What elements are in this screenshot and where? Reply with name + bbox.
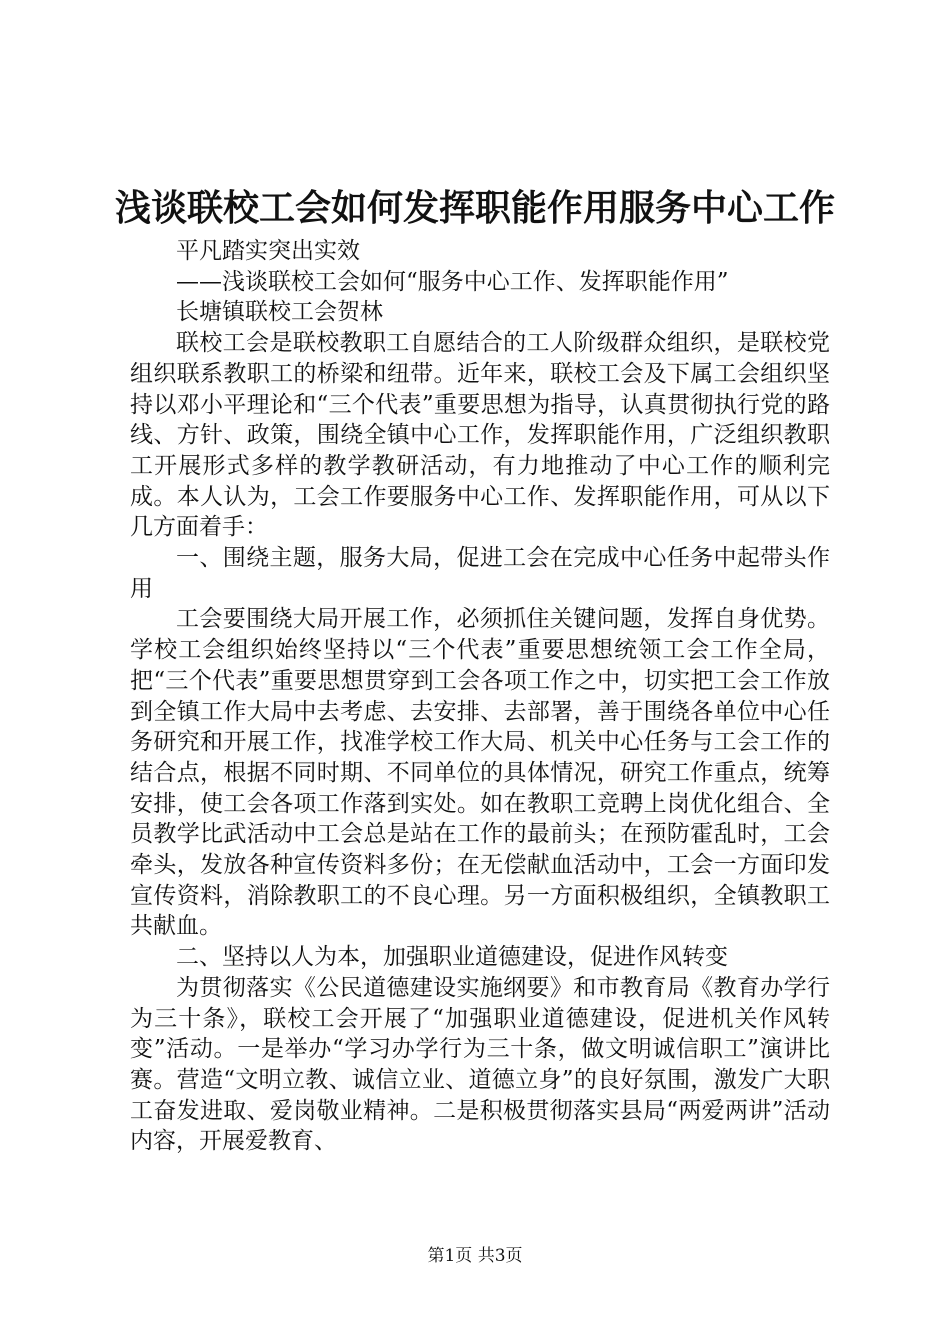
subtitle-line-2: ——浅谈联校工会如何“服务中心工作、发挥职能作用” <box>176 268 729 295</box>
author-line: 长塘镇联校工会贺林 <box>176 299 383 326</box>
paragraph-intro: 联校工会是联校教职工自愿结合的工人阶级群众组织，是联校党组织联系教职工的桥梁和纽带。近年来，联校工会及下属工会组织坚持以邓小平理论和“三个代表”重要思想为指导，认真贯彻执行党的路线、方针、政策，围绕全镇中心工作，发挥职能作用，广泛组织教职工开展形式多样的教学教研活动，有力地推动了中心工作的顺利完成。本人认为，工会工作要服务中心工作、发挥职能作用，可从以下几方面着手： <box>130 330 830 541</box>
section-heading-2: 二、坚持以人为本，加强职业道德建设，促进作风转变 <box>176 944 728 971</box>
document-title: 浅谈联校工会如何发挥职能作用服务中心工作 <box>114 187 835 229</box>
section-heading-1: 一、围绕主题，服务大局，促进工会在完成中心任务中起带头作用 <box>130 545 830 602</box>
paragraph-section-1: 工会要围绕大局开展工作，必须抓住关键问题，发挥自身优势。学校工会组织始终坚持以“三个代表”重要思想统领工会工作全局，把“三个代表”重要思想贯穿到工会各项工作之中，切实把工会工作放到全镇工作大局中去考虑、去安排、去部署，善于围绕各单位中心任务研究和开展工作，找准学校工作大局、机关中心任务与工会工作的结合点，根据不同时期、不同单位的具体情况，研究工作重点，统筹安排，使工会各项工作落到实处。如在教职工竞聘上岗优化组合、全员教学比武活动中工会总是站在工作的最前头；在预防霍乱时，工会牵头，发放各种宣传资料多份；在无偿献血活动中，工会一方面印发宣传资料，消除教职工的不良心理。另一方面积极组织，全镇教职工共献血。 <box>130 606 830 940</box>
page-number-footer: 第1页 共3页 <box>427 1246 523 1266</box>
paragraph-section-2: 为贯彻落实《公民道德建设实施纲要》和市教育局《教育办学行为三十条》，联校工会开展了“加强职业道德建设，促进机关作风转变”活动。一是举办“学习办学行为三十条，做文明诚信职工”演讲比赛。营造“文明立教、诚信立业、道德立身”的良好氛围，激发广大职工奋发进取、爱岗敬业精神。二是积极贯彻落实县局“两爱两讲”活动内容，开展爱教育、 <box>130 974 830 1155</box>
subtitle-line-1: 平凡踏实突出实效 <box>176 238 360 264</box>
document-body <box>130 236 830 1157</box>
